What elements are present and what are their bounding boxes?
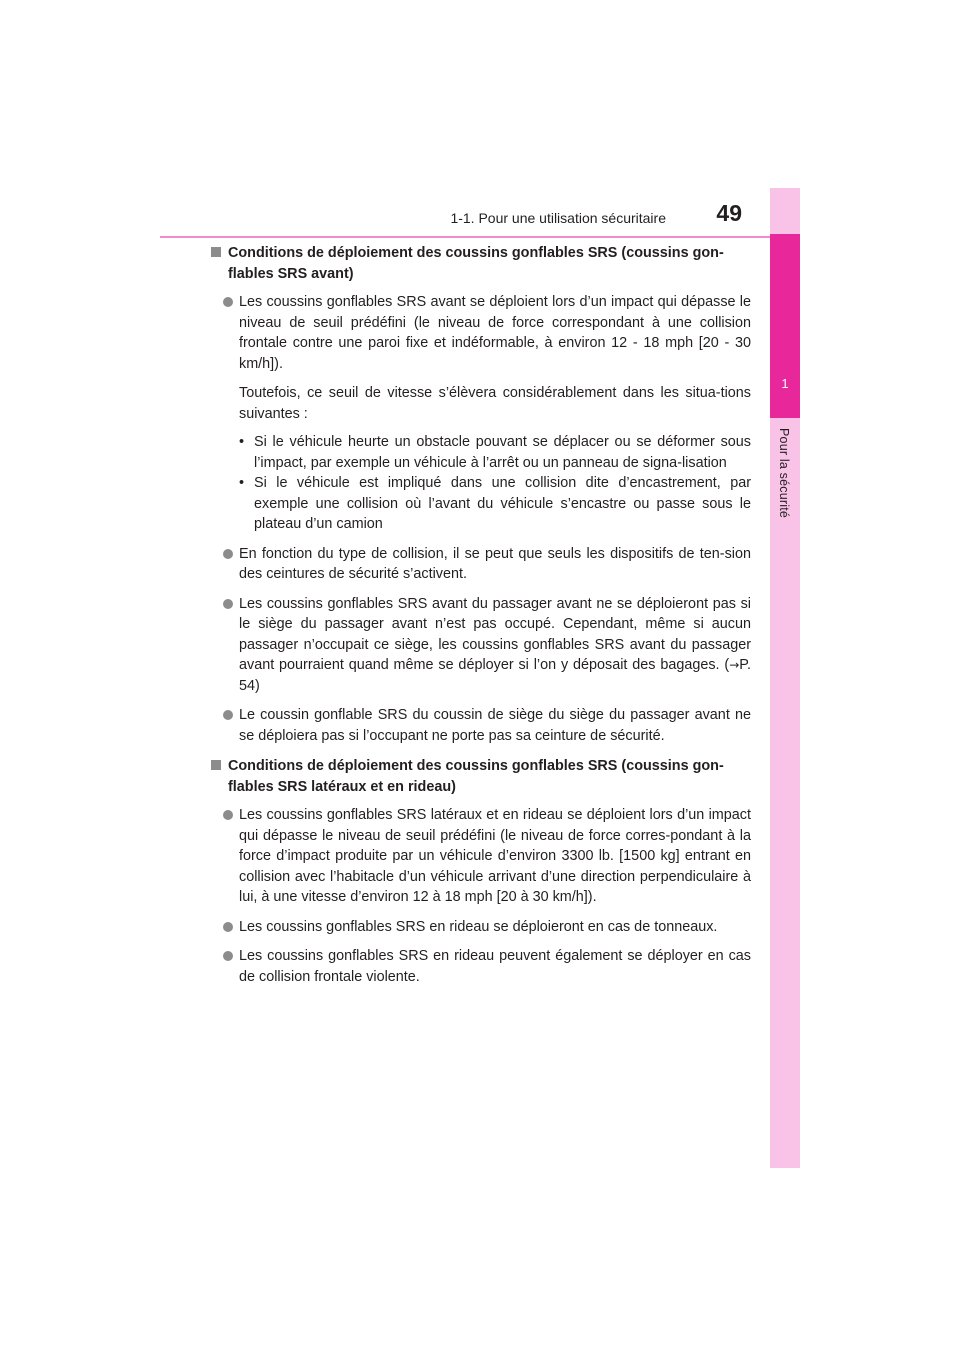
arrow-right-icon: → (729, 658, 740, 672)
square-bullet-icon (211, 247, 221, 257)
circle-bullet-icon (223, 549, 233, 559)
list-item (211, 805, 751, 908)
page-reference-link[interactable]: P. 54) (239, 657, 751, 694)
dot-bullet-icon: • (239, 475, 245, 491)
section-title-text: Conditions de déploiement des coussins gonflables SRS (coussins gon-flables SRS latéraux et en rideau) (228, 758, 724, 795)
item-text-body: Les coussins gonflables SRS avant du passager avant ne se déploieront pas si le siège du passager avant n’est pas occupé. Cependant, même si aucun passager n’occupait ce siège, les coussins gonflables SRS avant du passager avant pourraient quand même se déployer si l’on y déposait des bagages. ( (239, 595, 751, 673)
circle-bullet-icon (223, 922, 233, 932)
section-front-airbags (211, 243, 751, 746)
page-content (211, 243, 751, 997)
circle-bullet-icon (223, 599, 233, 609)
sub-list-item (239, 432, 751, 473)
header-section-title: 1-1. Pour une utilisation sécuritaire (450, 210, 666, 226)
circle-bullet-icon (223, 710, 233, 720)
circle-bullet-icon (223, 951, 233, 961)
sub-list (239, 432, 751, 535)
section-title-text: Conditions de déploiement des coussins gonflables SRS (coussins gon-flables SRS avant) (228, 245, 724, 282)
list-item (211, 946, 751, 987)
section-title (211, 756, 751, 797)
sub-item-text: Si le véhicule heurte un obstacle pouvant se déplacer ou se déformer sous l’impact, par exemple un véhicule à l’arrêt ou un panneau de signa-lisation (254, 434, 751, 471)
chapter-side-tab (770, 188, 800, 1168)
circle-bullet-icon (223, 810, 233, 820)
list-item (211, 292, 751, 535)
list-item (211, 544, 751, 585)
item-text: Le coussin gonflable SRS du coussin de siège du siège du passager avant ne se déploiera pas si l’occupant ne porte pas sa ceinture de sécurité. (239, 707, 751, 744)
circle-bullet-icon (223, 297, 233, 307)
page-number: 49 (716, 200, 742, 226)
chapter-number: 1 (781, 376, 789, 391)
item-text: Les coussins gonflables SRS latéraux et en rideau se déploient lors d’un impact qui dépasse le niveau de seuil prédéfini (le niveau de force corres-pondant à la force d’impact produite par un véhicule d’environ 3300 lb. [1500 kg] entrant en collision avec l’habitacle d’un véhicule arrivant d’une direction perpendiculaire à lui, à une vitesse d’environ 12 à 18 mph [20 à 30 km/h]). (239, 807, 751, 905)
dot-bullet-icon: • (239, 434, 245, 450)
list-item (211, 705, 751, 746)
item-text: En fonction du type de collision, il se peut que seuls les dispositifs de ten-sion des ceintures de sécurité s’activent. (239, 545, 751, 582)
item-text: Les coussins gonflables SRS en rideau peuvent également se déployer en cas de collision frontale violente. (239, 948, 751, 985)
section-title (211, 243, 751, 284)
section-side-curtain-airbags (211, 756, 751, 987)
sub-list-item (239, 473, 751, 535)
list-item (211, 917, 751, 938)
square-bullet-icon (211, 760, 221, 770)
list-item (211, 594, 751, 697)
item-text (239, 594, 751, 697)
item-text: Les coussins gonflables SRS en rideau se déploieront en cas de tonneaux. (239, 918, 718, 935)
sub-item-text: Si le véhicule est impliqué dans une collision dite d’encastrement, par exemple une collision où l’avant du véhicule s’encastre ou passe sous le plateau d’un camion (254, 475, 751, 532)
item-text: Les coussins gonflables SRS avant se déploient lors d’un impact qui dépasse le niveau de seuil prédéfini (le niveau de force correspondant à une collision frontale contre une paroi fixe et indéformable, à environ 12 - 18 mph [20 - 30 km/h]). (239, 294, 751, 372)
page-header (160, 190, 800, 238)
chapter-label: Pour la sécurité (777, 428, 791, 519)
item-followup-text: Toutefois, ce seuil de vitesse s’élèvera considérablement dans les situa-tions suivantes : (239, 385, 751, 422)
